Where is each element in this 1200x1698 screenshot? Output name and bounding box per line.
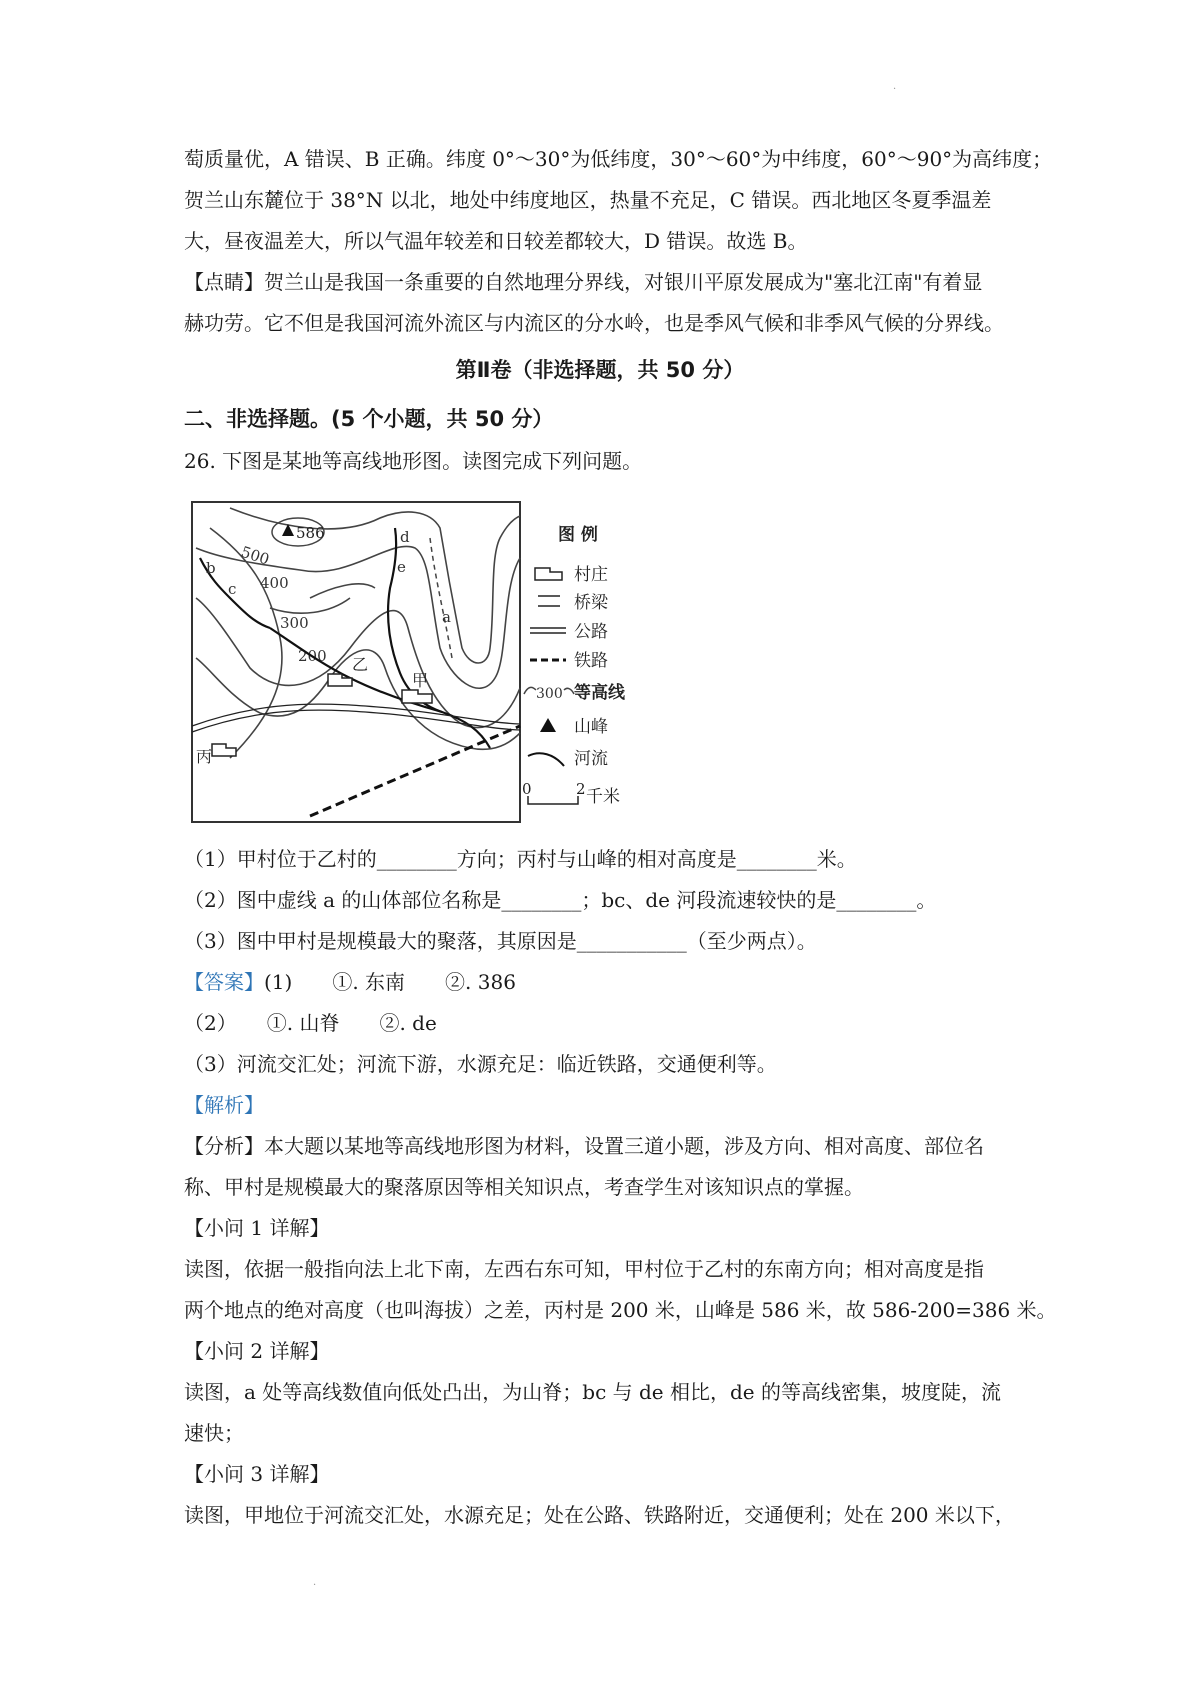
legend-title: 图 例 (558, 525, 598, 545)
scale-unit: 千米 (586, 787, 620, 807)
scan-dot: · (893, 84, 897, 95)
answer-line (184, 968, 516, 996)
answer-tag: 【答案】 (184, 970, 264, 994)
contour-label: 300 (280, 614, 309, 632)
point-label: a (442, 608, 451, 626)
detail1-line: 两个地点的绝对高度（也叫海拔）之差，丙村是 200 米，山峰是 586 米，故 586-200=386 米。 (184, 1298, 1057, 1322)
dianjing-line: 【点睛】贺兰山是我国一条重要的自然地理分界线，对银川平原发展成为"塞北江南"有着显 (184, 270, 983, 294)
detail1-line: 读图，依据一般指向法上北下南，左西右东可知，甲村位于乙村的东南方向；相对高度是指 (184, 1257, 984, 1281)
answer-line: （2） ①. 山脊 ②. de (184, 1011, 437, 1035)
contour-label: 400 (260, 574, 289, 592)
answer-text: (1) ①. 东南 ②. 386 (264, 970, 516, 994)
analysis-line: 称、甲村是规模最大的聚落原因等相关知识点，考查学生对该知识点的掌握。 (184, 1175, 864, 1199)
village-label: 丙 (196, 747, 213, 766)
jiexi-tag: 【解析】 (184, 1093, 264, 1117)
legend-item: 山峰 (574, 717, 608, 737)
point-label: e (397, 558, 406, 576)
sub-question: （1）甲村位于乙村的________方向；丙村与山峰的相对高度是________米。 (184, 847, 857, 871)
point-label: d (400, 528, 410, 546)
detail2-title: 【小问 2 详解】 (184, 1339, 330, 1363)
scan-dot: · (313, 1580, 317, 1591)
legend-item: 公路 (574, 622, 608, 642)
sub-question: （3）图中甲村是规模最大的聚落，其原因是___________（至少两点）。 (184, 929, 817, 953)
answer-line: （3）河流交汇处；河流下游，水源充足：临近铁路，交通便利等。 (184, 1052, 777, 1076)
question-intro: 26. 下图是某地等高线地形图。读图完成下列问题。 (184, 449, 643, 473)
point-label: c (228, 580, 237, 598)
detail3-title: 【小问 3 详解】 (184, 1462, 330, 1486)
legend-item: 河流 (574, 749, 608, 769)
legend-contour-value: 300 (536, 686, 563, 702)
detail2-line: 读图，a 处等高线数值向低处凸出，为山脊；bc 与 de 相比，de 的等高线密集，坡度陡，流 (184, 1380, 1001, 1404)
paragraph-line: 大，昼夜温差大，所以气温年较差和日较差都较大，D 错误。故选 B。 (184, 229, 808, 253)
detail2-line: 速快； (184, 1421, 244, 1445)
scale-end: 2 (576, 780, 586, 798)
sub-question: （2）图中虚线 a 的山体部位名称是________；bc、de 河段流速较快的是________。 (184, 888, 937, 912)
point-label: b (206, 559, 216, 577)
legend-item: 村庄 (574, 565, 608, 585)
detail1-title: 【小问 1 详解】 (184, 1216, 330, 1240)
dianjing-line: 赫功劳。它不但是我国河流外流区与内流区的分水岭，也是季风气候和非季风气候的分界线。 (184, 311, 1004, 335)
legend-item: 桥梁 (574, 593, 608, 613)
analysis-line: 【分析】本大题以某地等高线地形图为材料，设置三道小题，涉及方向、相对高度、部位名 (184, 1134, 984, 1158)
volume-title: 第Ⅱ卷（非选择题，共 50 分） (455, 358, 745, 382)
paragraph-line: 萄质量优，A 错误、B 正确。纬度 0°～30°为低纬度，30°～60°为中纬度，60°～90°为高纬度； (184, 147, 1053, 171)
paragraph-line: 贺兰山东麓位于 38°N 以北，地处中纬度地区，热量不充足，C 错误。西北地区冬夏季温差 (184, 188, 992, 212)
legend-item: 等高线 (574, 683, 625, 703)
contour-label: 200 (298, 647, 327, 665)
legend-item: 铁路 (574, 651, 608, 671)
section-title: 二、非选择题。(5 个小题，共 50 分） (184, 407, 554, 431)
peak-label: 586 (296, 524, 325, 542)
contour-map (190, 498, 670, 828)
detail3-line: 读图，甲地位于河流交汇处，水源充足；处在公路、铁路附近，交通便利；处在 200 米以下， (184, 1503, 1015, 1527)
village-label: 甲 (412, 671, 429, 690)
contour-label: 500 (238, 542, 272, 569)
scale-start: 0 (522, 780, 532, 798)
village-label: 乙 (352, 655, 369, 674)
